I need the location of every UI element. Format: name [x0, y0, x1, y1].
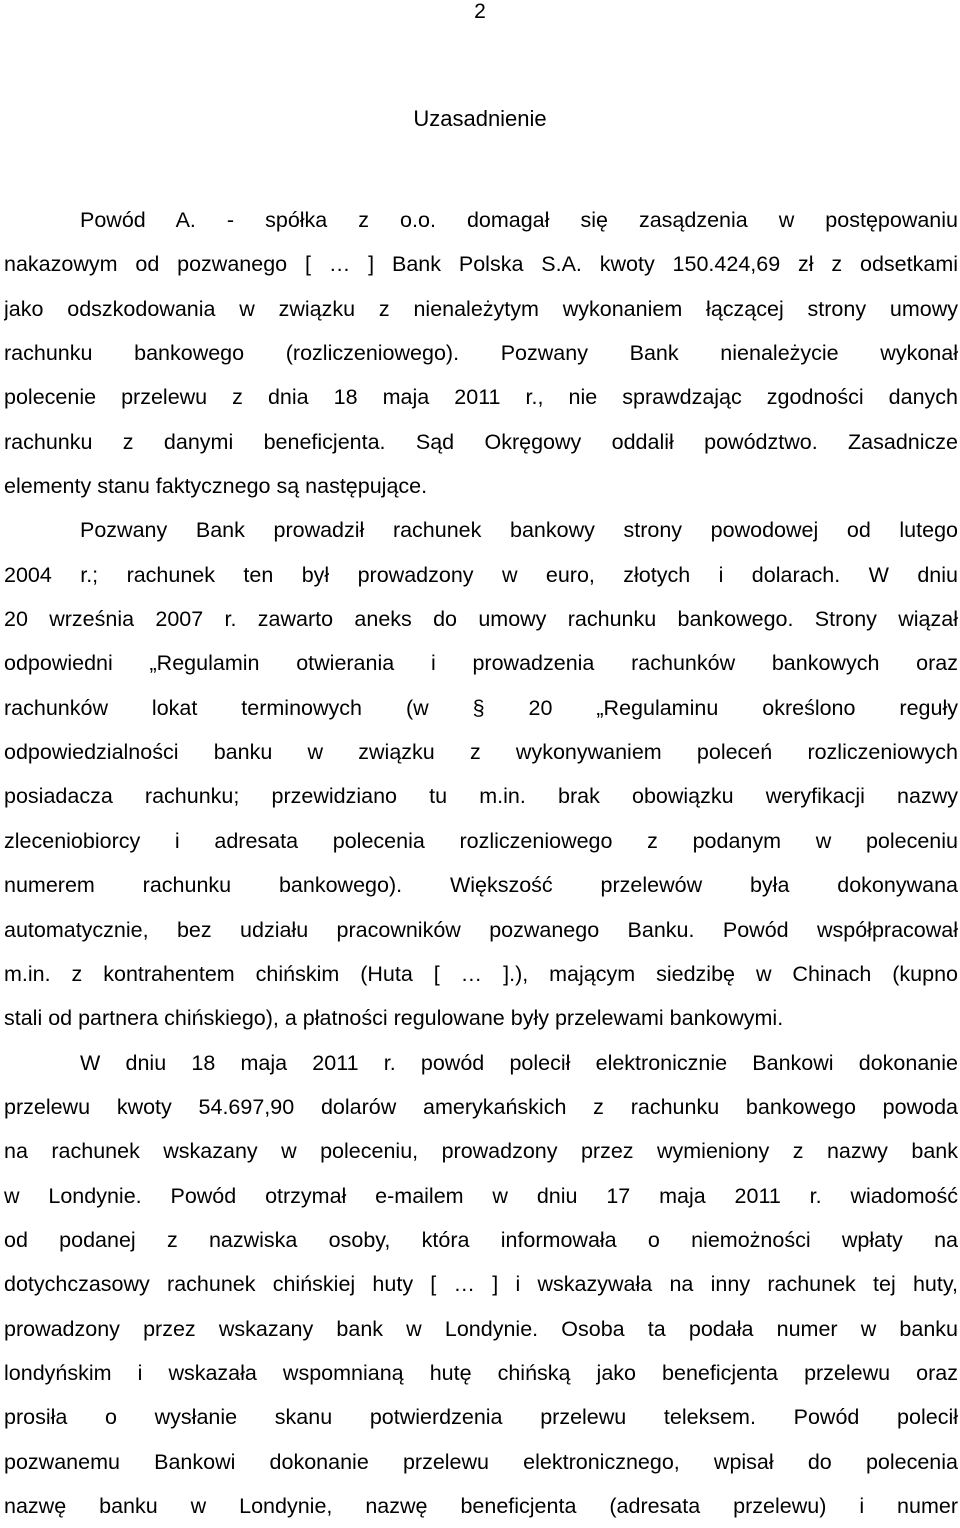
- text-line: dotychczasowy rachunek chińskiej huty [ … ] i wskazywała na inny rachunek tej huty,: [4, 1272, 958, 1297]
- text-line: elementy stanu faktycznego są następujące.: [4, 474, 428, 499]
- text-line: rachunku z danymi beneficjenta. Sąd Okręgowy oddalił powództwo. Zasadnicze: [4, 429, 958, 454]
- text-line: pozwanemu Bankowi dokonanie przelewu elektronicznego, wpisał do polecenia: [4, 1449, 958, 1474]
- text-line: odpowiedni „Regulamin otwierania i prowadzenia rachunków bankowych oraz: [4, 651, 958, 676]
- text-line: nakazowym od pozwanego [ … ] Bank Polska S.A. kwoty 150.424,69 zł z odsetkami: [4, 252, 958, 277]
- page-number: 2: [474, 0, 486, 23]
- text-line: automatycznie, bez udziału pracowników pozwanego Banku. Powód współpracował: [4, 917, 958, 942]
- text-line: Pozwany Bank prowadził rachunek bankowy strony powodowej od lutego: [80, 518, 958, 543]
- text-line: przelewu kwoty 54.697,90 dolarów amerykańskich z rachunku bankowego powoda: [4, 1094, 958, 1119]
- text-line: jako odszkodowania w związku z nienależytym wykonaniem łączącej strony umowy: [4, 296, 958, 321]
- text-line: odpowiedzialności banku w związku z wykonywaniem poleceń rozliczeniowych: [4, 740, 958, 765]
- text-line: 2004 r.; rachunek ten był prowadzony w euro, złotych i dolarach. W dniu: [4, 562, 958, 587]
- text-line: rachunku bankowego (rozliczeniowego). Pozwany Bank nienależycie wykonał: [4, 341, 958, 366]
- text-line: prowadzony przez wskazany bank w Londynie. Osoba ta podała numer w banku: [4, 1316, 958, 1341]
- text-line: w Londynie. Powód otrzymał e-mailem w dniu 17 maja 2011 r. wiadomość: [4, 1183, 958, 1208]
- paragraph-1: [4, 198, 958, 508]
- text-line: stali od partnera chińskiego), a płatności regulowane były przelewami bankowymi.: [4, 1006, 784, 1031]
- text-line: na rachunek wskazany w poleceniu, prowadzony przez wymieniony z nazwy bank: [4, 1139, 958, 1164]
- text-line: rachunków lokat terminowych (w § 20 „Regulaminu określono reguły: [4, 695, 958, 720]
- text-line: W dniu 18 maja 2011 r. powód polecił elektronicznie Bankowi dokonanie: [80, 1050, 958, 1075]
- text-line: prosiła o wysłanie skanu potwierdzenia przelewu teleksem. Powód polecił: [4, 1405, 958, 1430]
- text-line: od podanej z nazwiska osoby, która informowała o niemożności wpłaty na: [4, 1227, 958, 1252]
- text-line: m.in. z kontrahentem chińskim (Huta [ … ].), mającym siedzibę w Chinach (kupno: [4, 961, 958, 986]
- page-title: Uzasadnienie: [413, 106, 547, 131]
- paragraph-2: [4, 508, 958, 1040]
- text-line: numerem rachunku bankowego). Większość przelewów była dokonywana: [4, 873, 958, 898]
- text-line: 20 września 2007 r. zawarto aneks do umowy rachunku bankowego. Strony wiązał: [4, 607, 958, 632]
- text-line: polecenie przelewu z dnia 18 maja 2011 r., nie sprawdzając zgodności danych: [4, 385, 958, 410]
- text-line: Powód A. - spółka z o.o. domagał się zasądzenia w postępowaniu: [80, 208, 958, 232]
- paragraph-3: [4, 1041, 958, 1528]
- document-body: [4, 198, 958, 1528]
- text-line: londyńskim i wskazała wspomnianą hutę chińską jako beneficjenta przelewu oraz: [4, 1360, 958, 1385]
- text-line: nazwę banku w Londynie, nazwę beneficjenta (adresata przelewu) i numer: [4, 1493, 958, 1518]
- text-line: zleceniobiorcy i adresata polecenia rozliczeniowego z podanym w poleceniu: [4, 828, 958, 853]
- text-line: posiadacza rachunku; przewidziano tu m.in. brak obowiązku weryfikacji nazwy: [4, 784, 958, 809]
